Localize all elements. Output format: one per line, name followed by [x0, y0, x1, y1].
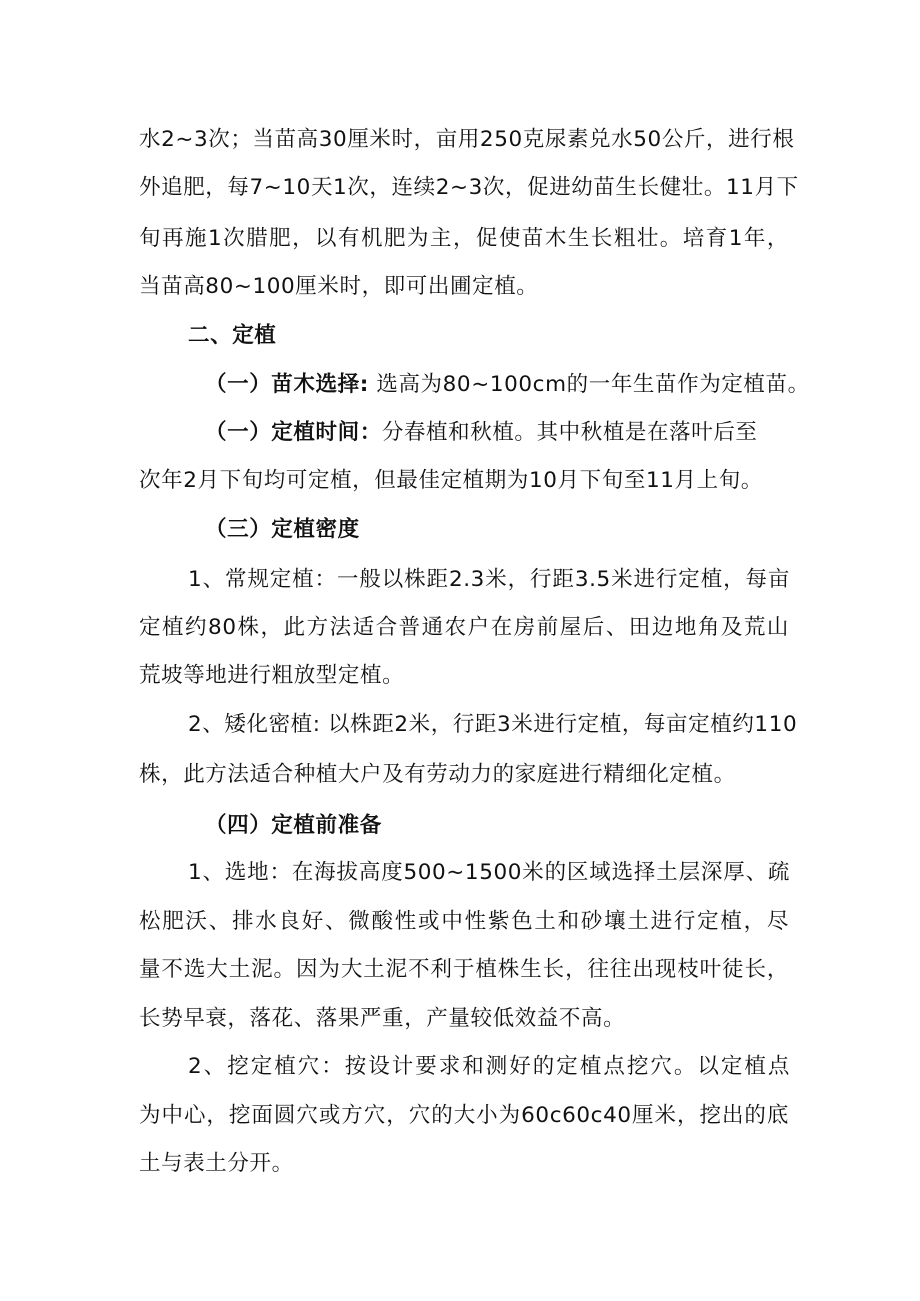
subsection-text: 分春植和秋植。其中秋植是在落叶后至 — [381, 420, 758, 445]
paragraph-line: 次年2月下旬均可定植，但最佳定植期为10月下旬至11月上旬。 — [139, 468, 763, 493]
paragraph-line: 长势早衰，落花、落果严重，产量较低效益不高。 — [139, 1006, 626, 1031]
paragraph-line: 水2~3次；当苗高30厘米时，亩用250克尿素兑水50公斤，进行根 — [139, 127, 795, 152]
paragraph-line: 荒坡等地进行粗放型定植。 — [139, 663, 405, 688]
paragraph-line: 当苗高80~100厘米时，即可出圃定植。 — [139, 274, 539, 299]
paragraph-line: 定植约80株，此方法适合普通农户在房前屋后、田边地角及荒山 — [139, 615, 789, 640]
paragraph-line: 土与表土分开。 — [139, 1151, 294, 1176]
paragraph-line: 量不选大土泥。因为大土泥不利于植株生长，往往出现枝叶徒长， — [139, 957, 789, 982]
paragraph-line: 外追肥，每7~10天1次，连续2~3次，促进幼苗生长健壮。11月下 — [139, 175, 799, 200]
subsection-label: （一）定植时间： — [205, 420, 382, 445]
subsection-heading: （四）定植前准备 — [205, 813, 382, 838]
paragraph-line: 株，此方法适合种植大户及有劳动力的家庭进行精细化定植。 — [139, 762, 736, 787]
paragraph-line: 2、矮化密植: 以株距2米，行距3米进行定植，每亩定植约110 — [188, 712, 798, 737]
section-heading: 二、定植 — [188, 323, 277, 348]
subsection-line — [205, 370, 855, 400]
paragraph-line: 松肥沃、排水良好、微酸性或中性紫色土和砂壤土进行定植，尽 — [139, 909, 789, 934]
subsection-heading: （三）定植密度 — [205, 517, 360, 542]
subsection-line — [205, 418, 855, 448]
subsection-text: 选高为80~100cm的一年生苗作为定植苗。 — [368, 372, 810, 397]
paragraph-line: 旬再施1次腊肥，以有机肥为主，促使苗木生长粗壮。培育1年， — [139, 226, 789, 251]
paragraph-line: 1、选地：在海拔高度500~1500米的区域选择土层深厚、疏 — [188, 860, 790, 885]
subsection-label: （一）苗木选择: — [205, 372, 369, 397]
paragraph-line: 2、挖定植穴：按设计要求和测好的定植点挖穴。以定植点 — [188, 1054, 790, 1079]
paragraph-line: 1、常规定植：一般以株距2.3米，行距3.5米进行定植，每亩 — [188, 567, 790, 592]
paragraph-line: 为中心，挖面圆穴或方穴，穴的大小为60c60c40厘米，挖出的底 — [139, 1103, 789, 1128]
